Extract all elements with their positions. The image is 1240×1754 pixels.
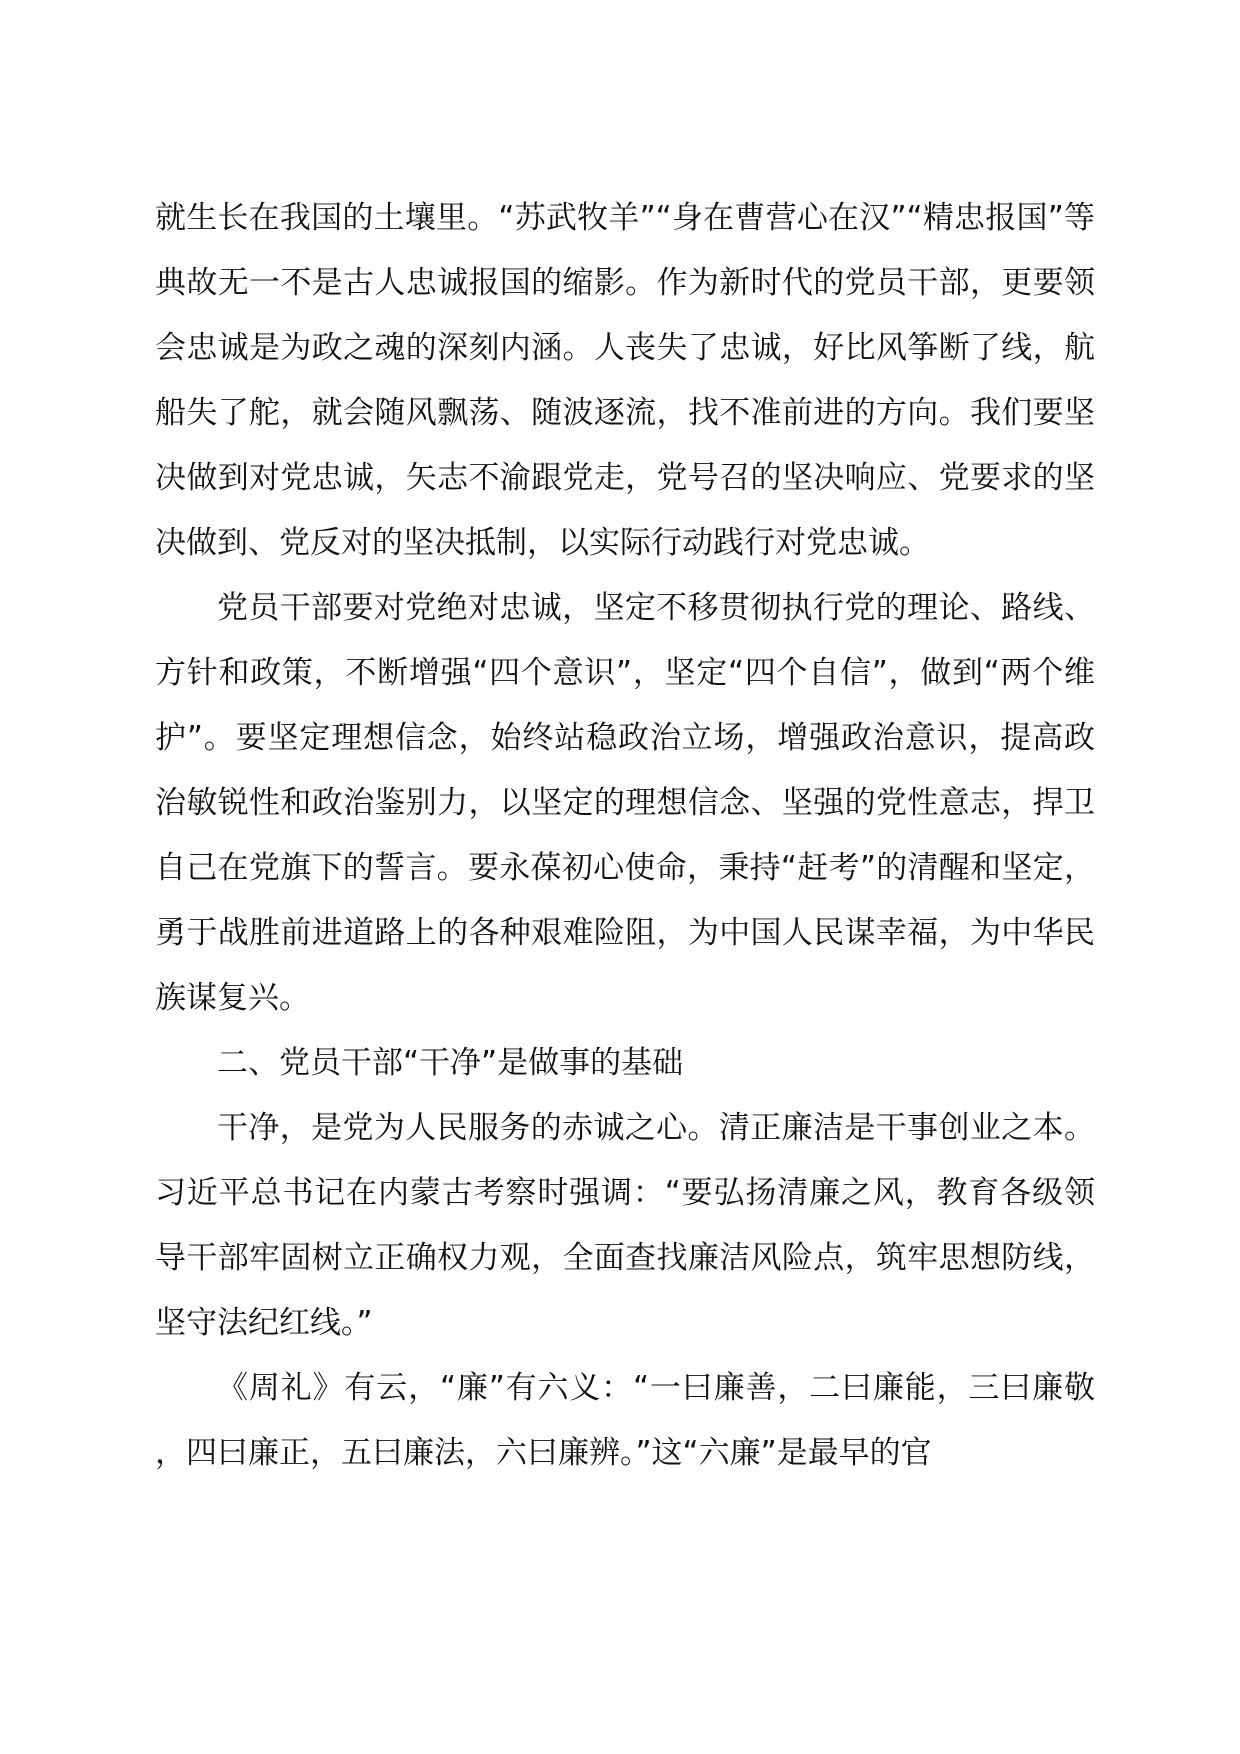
paragraph-zhouli-six-lian: 《周礼》有云，“廉”有六义：“一曰廉善，二曰廉能，三曰廉敬，四曰廉正，五曰廉法，六曰廉辨。”这“六廉”是最早的官 xyxy=(155,1370,1095,1471)
document-body xyxy=(155,186,1095,1486)
paragraph-absolute-loyalty: 党员干部要对党绝对忠诚，坚定不移贯彻执行党的理论、路线、方针和政策，不断增强“四个意识”，坚定“四个自信”，做到“两个维护”。要坚定理想信念，始终站稳政治立场，增强政治意识，提高政治敏锐性和政治鉴别力，以坚定的理想信念、坚强的党性意志，捍卫自己在党旗下的誓言。要永葆初心使命，秉持“赶考”的清醒和坚定，勇于战胜前进道路上的各种艰难险阻，为中国人民谋幸福，为中华民族谋复兴。 xyxy=(155,590,1095,1016)
paragraph-loyalty-tradition: 就生长在我国的土壤里。“苏武牧羊”“身在曹营心在汉”“精忠报国”等典故无一不是古人忠诚报国的缩影。作为新时代的党员干部，更要领会忠诚是为政之魂的深刻内涵。人丧失了忠诚，好比风筝断了线，航船失了舵，就会随风飘荡、随波逐流，找不准前进的方向。我们要坚决做到对党忠诚，矢志不渝跟党走，党号召的坚决响应、党要求的坚决做到、党反对的坚决抵制，以实际行动践行对党忠诚。 xyxy=(155,200,1095,561)
paragraph-clean-integrity: 干净，是党为人民服务的赤诚之心。清正廉洁是干事创业之本。习近平总书记在内蒙古考察时强调：“要弘扬清廉之风，教育各级领导干部牢固树立正确权力观，全面查找廉洁风险点，筑牢思想防线，坚守法纪红线。” xyxy=(155,1110,1095,1341)
section-heading-clean: 二、党员干部“干净”是做事的基础 xyxy=(217,1045,684,1081)
